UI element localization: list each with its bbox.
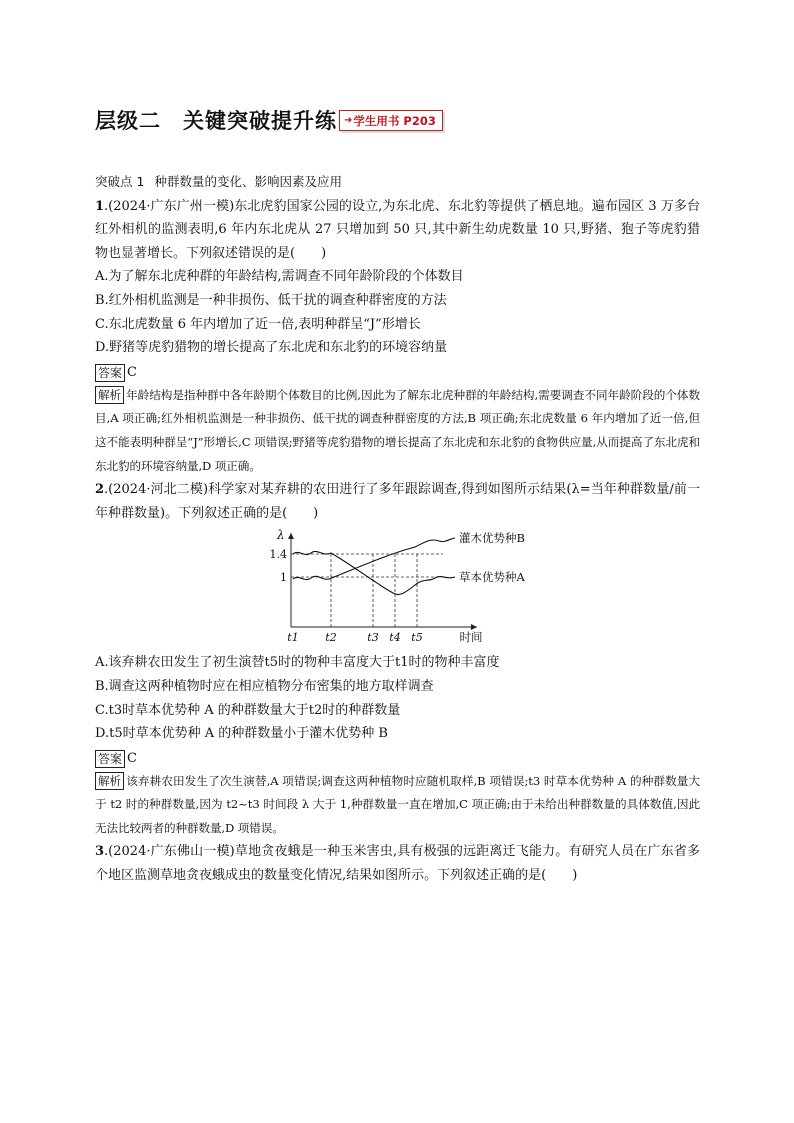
explanation-label-box: 解析 xyxy=(95,386,124,404)
question-1-explanation xyxy=(95,384,700,478)
x-tick-label: t3 xyxy=(367,631,379,645)
question-2-explanation-text: 该弃耕农田发生了次生演替,A 项错误;调查这两种植物时应随机取样,B 项错误;t3 时草本优势种 A 的种群数量大于 t2 时的种群数量,因为 t2~t3 时间段 λ 大于 1,种群数量一直在增加,C 项正确;由于未给出种群数量的具体数值,因此无法比较两者的种群数量,D 项错误。 xyxy=(95,773,700,835)
question-3-number: 3 xyxy=(95,844,105,860)
question-content xyxy=(95,170,700,888)
question-1-answer-value: C xyxy=(127,364,137,380)
question-2-option-b: B.调查这两种植物时应在相应植物分布密集的地方取样调查 xyxy=(95,678,434,694)
x-tick-label: t1 xyxy=(287,631,299,645)
question-3-stem xyxy=(95,840,700,887)
explanation-label-box: 解析 xyxy=(95,772,124,790)
x-tick-label: t2 xyxy=(325,631,337,645)
question-1-number: 1 xyxy=(95,198,105,214)
question-1-option-b: B.红外相机监测是一种非损伤、低干扰的调查种群密度的方法 xyxy=(95,292,447,308)
question-1-stem xyxy=(95,195,700,266)
textbook-ref-badge[interactable] xyxy=(339,110,443,131)
question-1-text: .(2024·广东广州一模)东北虎豹国家公园的设立,为东北虎、东北豹等提供了栖息地。遍布园区 3 万多台红外相机的监测表明,6 年内东北虎从 27 只增加到 50 只,其中新生幼虎数量 10 只,野猪、狍子等虎豹猎物也显著增长。下列叙述错误的是( ) xyxy=(95,198,700,261)
y-tick-label: 1.4 xyxy=(269,548,287,562)
lambda-chart xyxy=(265,527,555,647)
level-heading xyxy=(95,104,443,136)
series-line-herb-a xyxy=(293,552,455,595)
section-title xyxy=(95,170,700,194)
page-title: 层级二 关键突破提升练 xyxy=(95,109,337,133)
question-1-option-d: D.野猪等虎豹猎物的增长提高了东北虎和东北豹的环境容纳量 xyxy=(95,340,448,356)
answer-label-box: 答案 xyxy=(95,750,125,768)
question-3-text: .(2024·广东佛山一模)草地贪夜蛾是一种玉米害虫,具有极强的远距离迁飞能力。有研究人员在广东省多个地区监测草地贪夜蛾成虫的数量变化情况,结果如图所示。下列叙述正确的是( ) xyxy=(95,844,700,884)
question-1-option-c: C.东北虎数量 6 年内增加了近一倍,表明种群呈“J”形增长 xyxy=(95,316,421,332)
x-tick-label: t4 xyxy=(389,631,401,645)
answer-label-box: 答案 xyxy=(95,364,125,382)
series-label-shrub-b: 灌木优势种B xyxy=(459,531,525,546)
question-2-number: 2 xyxy=(95,482,105,498)
question-2-answer-value: C xyxy=(127,750,137,766)
section-number: 突破点 1 xyxy=(95,174,145,189)
section-label: 种群数量的变化、影响因素及应用 xyxy=(154,174,342,189)
y-axis-label: λ xyxy=(277,528,285,543)
question-2-explanation xyxy=(95,770,700,841)
series-line-shrub-b xyxy=(293,538,455,580)
question-1-explanation-text: 年龄结构是指种群中各年龄期个体数目的比例,因此为了解东北虎种群的年龄结构,需要调查不同年龄阶段的个体数目,A 项正确;红外相机监测是一种非损伤、低干扰的调查种群密度的方法,B 项正确;东北虎数量 6 年内增加了近一倍,但这不能表明种群呈“J”形增长,C 项错误;野猪等虎豹猎物的增长提高了东北虎和东北豹的食物供应量,从而提高了东北虎和东北豹的环境容纳量,D 项正确。 xyxy=(95,387,700,473)
question-2-stem xyxy=(95,478,700,525)
question-1-answer xyxy=(95,362,700,384)
question-2-text: .(2024·河北二模)科学家对某弃耕的农田进行了多年跟踪调查,得到如图所示结果(λ=当年种群数量/前一年种群数量)。下列叙述正确的是( ) xyxy=(95,482,700,521)
x-tick-label: t5 xyxy=(411,631,423,645)
y-axis-arrow xyxy=(288,533,294,539)
question-2-option-a: A.该弃耕农田发生了初生演替t5时的物种丰富度大于t1时的物种丰富度 xyxy=(95,655,500,671)
y-tick-label: 1 xyxy=(280,571,287,585)
textbook-ref-label: 学生用书 P203 xyxy=(353,113,436,128)
question-1-option-a: A.为了解东北虎种群的年龄结构,需调查不同年龄阶段的个体数目 xyxy=(95,269,464,285)
arrow-right-icon: ➜ xyxy=(344,115,353,126)
x-axis-label: 时间 xyxy=(459,630,483,645)
lambda-chart-figure xyxy=(95,527,700,647)
series-label-herb-a: 草本优势种A xyxy=(459,570,525,585)
question-2-option-d: D.t5时草本优势种 A 的种群数量小于灌木优势种 B xyxy=(95,726,388,742)
question-2-answer xyxy=(95,748,700,770)
question-2-option-c: C.t3时草本优势种 A 的种群数量大于t2时的种群数量 xyxy=(95,702,401,718)
